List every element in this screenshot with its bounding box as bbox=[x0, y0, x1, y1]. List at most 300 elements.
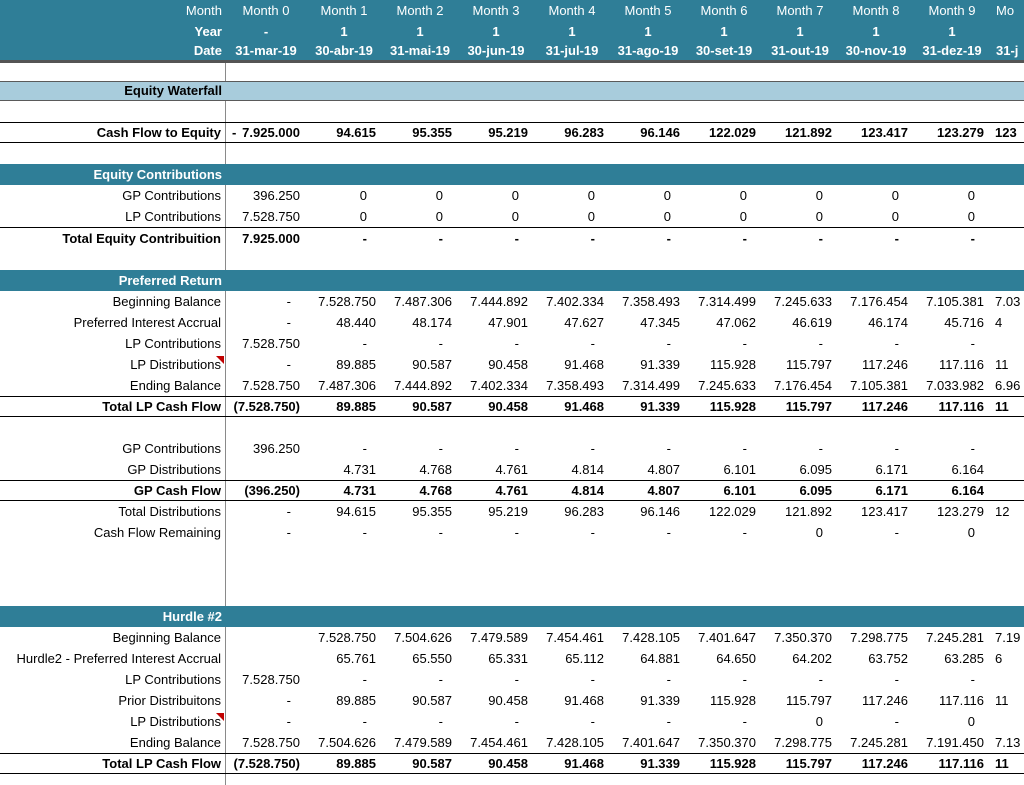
cell-gp-contributions-m10[interactable] bbox=[990, 438, 1024, 459]
cell-total-equity-contribuition-m7[interactable]: - bbox=[818, 231, 823, 246]
cell-beginning-balance-m10[interactable]: 7.03 bbox=[995, 294, 1021, 309]
cell-beginning-balance-m1[interactable]: 7.528.750 bbox=[318, 630, 376, 645]
cell-total-equity-contribuition-m8[interactable]: - bbox=[894, 231, 899, 246]
cell-lp-contributions-m1[interactable]: - bbox=[362, 336, 367, 351]
cell-total-lp-cash-flow-m8[interactable]: 117.246 bbox=[861, 756, 908, 771]
cell-ending-balance-m1[interactable]: 7.487.306 bbox=[318, 378, 376, 393]
cell-ending-balance-m3[interactable]: 7.402.334 bbox=[470, 378, 528, 393]
cell-gp-contributions-m6[interactable]: - bbox=[742, 441, 747, 456]
row-label-equity-contributions[interactable] bbox=[0, 164, 226, 185]
header-cell-date-8[interactable]: 30-nov-19 bbox=[845, 43, 907, 58]
cell-total-equity-contribuition-m6[interactable]: - bbox=[742, 231, 747, 246]
cell-total-equity-contribuition-m10[interactable] bbox=[990, 228, 1024, 249]
cell-cash-flow-remaining-m2[interactable]: - bbox=[438, 525, 443, 540]
cell-hurdle2-preferred-interest-accrual-m10[interactable]: 6 bbox=[995, 651, 1003, 666]
cell-prior-distribuitons-m8[interactable]: 117.246 bbox=[861, 693, 908, 708]
cell-hurdle2-preferred-interest-accrual-m7[interactable]: 64.202 bbox=[792, 651, 832, 666]
cell-prior-distribuitons-m7[interactable]: 115.797 bbox=[785, 693, 832, 708]
header-cell-date-0[interactable]: 31-mar-19 bbox=[235, 43, 297, 58]
cell-ending-balance-m7[interactable]: 7.298.775 bbox=[774, 735, 832, 750]
cell-gp-cash-flow-m4[interactable]: 4.814 bbox=[571, 483, 604, 498]
header-cell-year-10[interactable] bbox=[990, 21, 1024, 42]
cell-lp-distributions-m8[interactable]: 117.246 bbox=[861, 357, 908, 372]
cell-cash-flow-to-equity-m2[interactable]: 95.355 bbox=[412, 125, 452, 140]
cell-cash-flow-remaining-m3[interactable]: - bbox=[514, 525, 519, 540]
cell-lp-contributions-m7[interactable]: 0 bbox=[815, 209, 823, 224]
header-cell-month-0[interactable]: Month 0 bbox=[242, 3, 290, 18]
cell-lp-distributions-m6[interactable]: 115.928 bbox=[709, 357, 756, 372]
cell-beginning-balance-m2[interactable]: 7.504.626 bbox=[394, 630, 452, 645]
cell-total-lp-cash-flow-m4[interactable]: 91.468 bbox=[564, 756, 604, 771]
cell-preferred-interest-accrual-m2[interactable]: 48.174 bbox=[412, 315, 452, 330]
cell-cash-flow-remaining-m6[interactable]: - bbox=[742, 525, 747, 540]
cell-preferred-interest-accrual-m4[interactable]: 47.627 bbox=[564, 315, 604, 330]
cell-gp-contributions-m0[interactable]: 396.250 bbox=[253, 188, 300, 203]
cell-total-distributions-m8[interactable]: 123.417 bbox=[861, 504, 908, 519]
header-cell-date-4[interactable]: 31-jul-19 bbox=[545, 43, 599, 58]
header-cell-year-2[interactable]: 1 bbox=[416, 24, 424, 39]
cell-prior-distribuitons-m4[interactable]: 91.468 bbox=[564, 693, 604, 708]
cell-total-lp-cash-flow-m9[interactable]: 117.116 bbox=[938, 399, 984, 414]
cell-beginning-balance-m8[interactable]: 7.176.454 bbox=[850, 294, 908, 309]
cell-total-distributions-m0[interactable]: - bbox=[286, 504, 291, 519]
header-cell-year-4[interactable]: 1 bbox=[568, 24, 576, 39]
cell-ending-balance-m10[interactable]: 6.96 bbox=[995, 378, 1021, 393]
cell-gp-distributions-m3[interactable]: 4.761 bbox=[495, 462, 528, 477]
cell-total-lp-cash-flow-m1[interactable]: 89.885 bbox=[336, 399, 376, 414]
cell-preferred-interest-accrual-m7[interactable]: 46.619 bbox=[792, 315, 832, 330]
cell-cash-flow-remaining-m9[interactable]: 0 bbox=[967, 525, 975, 540]
cell-hurdle2-preferred-interest-accrual-m2[interactable]: 65.550 bbox=[412, 651, 452, 666]
cell-preferred-interest-accrual-m6[interactable]: 47.062 bbox=[716, 315, 756, 330]
cell-beginning-balance-m4[interactable]: 7.454.461 bbox=[546, 630, 604, 645]
cell-lp-distributions-m7[interactable]: 115.797 bbox=[785, 357, 832, 372]
row-label-lp-distributions[interactable] bbox=[0, 354, 226, 375]
cell-ending-balance-m9[interactable]: 7.191.450 bbox=[926, 735, 984, 750]
cell-total-lp-cash-flow-m0[interactable]: (7.528.750) bbox=[233, 756, 300, 771]
cell-lp-contributions-m7[interactable]: - bbox=[818, 336, 823, 351]
cell-total-lp-cash-flow-m5[interactable]: 91.339 bbox=[640, 399, 680, 414]
cell-ending-balance-m4[interactable]: 7.358.493 bbox=[546, 378, 604, 393]
cell-ending-balance-m10[interactable]: 7.13 bbox=[995, 735, 1021, 750]
row-label-hurdle2-preferred-interest-accrual[interactable] bbox=[0, 648, 226, 669]
cell-hurdle2-preferred-interest-accrual-m0[interactable] bbox=[226, 648, 306, 669]
cell-cash-flow-to-equity-m4[interactable]: 96.283 bbox=[564, 125, 604, 140]
cell-gp-cash-flow-m1[interactable]: 4.731 bbox=[343, 483, 376, 498]
header-cell-date-5[interactable]: 31-ago-19 bbox=[617, 43, 679, 58]
cell-lp-distributions-m3[interactable]: - bbox=[514, 714, 519, 729]
header-cell-year-8[interactable]: 1 bbox=[872, 24, 880, 39]
header-cell-month-1[interactable]: Month 1 bbox=[320, 3, 368, 18]
cell-ending-balance-m0[interactable]: 7.528.750 bbox=[242, 735, 300, 750]
cell-total-equity-contribuition-m0[interactable]: 7.925.000 bbox=[242, 231, 300, 246]
header-cell-year-0[interactable]: - bbox=[263, 24, 269, 39]
cell-lp-contributions-m5[interactable]: 0 bbox=[663, 209, 671, 224]
cell-prior-distribuitons-m2[interactable]: 90.587 bbox=[412, 693, 452, 708]
comment-indicator-icon[interactable] bbox=[216, 713, 224, 721]
cell-gp-cash-flow-m0[interactable]: (396.250) bbox=[244, 483, 300, 498]
cell-total-lp-cash-flow-m0[interactable]: (7.528.750) bbox=[233, 399, 300, 414]
cell-lp-contributions-m0[interactable]: 7.528.750 bbox=[242, 336, 300, 351]
cell-lp-contributions-m3[interactable]: 0 bbox=[511, 209, 519, 224]
cell-cash-flow-remaining-m8[interactable]: - bbox=[894, 525, 899, 540]
row-label-gp-cash-flow[interactable] bbox=[0, 481, 226, 500]
cell-lp-contributions-m6[interactable]: - bbox=[742, 336, 747, 351]
cell-total-lp-cash-flow-m9[interactable]: 117.116 bbox=[938, 756, 984, 771]
cell-total-lp-cash-flow-m5[interactable]: 91.339 bbox=[640, 756, 680, 771]
cell-gp-contributions-m10[interactable] bbox=[990, 185, 1024, 206]
cell-total-lp-cash-flow-m4[interactable]: 91.468 bbox=[564, 399, 604, 414]
cell-lp-distributions-m10[interactable] bbox=[990, 711, 1024, 732]
cell-lp-distributions-m8[interactable]: - bbox=[894, 714, 899, 729]
cell-gp-cash-flow-m3[interactable]: 4.761 bbox=[495, 483, 528, 498]
cell-hurdle2-preferred-interest-accrual-m1[interactable]: 65.761 bbox=[336, 651, 376, 666]
cell-cash-flow-to-equity-m6[interactable]: 122.029 bbox=[709, 125, 756, 140]
cell-gp-contributions-m2[interactable]: - bbox=[438, 441, 443, 456]
cell-total-lp-cash-flow-m3[interactable]: 90.458 bbox=[488, 756, 528, 771]
cell-ending-balance-m6[interactable]: 7.350.370 bbox=[698, 735, 756, 750]
cell-lp-contributions-m8[interactable]: 0 bbox=[891, 209, 899, 224]
cell-gp-cash-flow-m2[interactable]: 4.768 bbox=[419, 483, 452, 498]
header-cell-month-6[interactable]: Month 6 bbox=[700, 3, 748, 18]
cell-lp-contributions-m10[interactable] bbox=[990, 206, 1024, 227]
header-cell-date-7[interactable]: 31-out-19 bbox=[771, 43, 829, 58]
cell-total-distributions-m10[interactable]: 12 bbox=[995, 504, 1010, 519]
cell-total-lp-cash-flow-m2[interactable]: 90.587 bbox=[412, 756, 452, 771]
cell-beginning-balance-m0[interactable] bbox=[226, 627, 306, 648]
cell-gp-contributions-m8[interactable]: - bbox=[894, 441, 899, 456]
cell-gp-contributions-m6[interactable]: 0 bbox=[739, 188, 747, 203]
cell-total-lp-cash-flow-m8[interactable]: 117.246 bbox=[861, 399, 908, 414]
cell-cash-flow-remaining-m10[interactable] bbox=[990, 522, 1024, 543]
row-label-total-distributions[interactable] bbox=[0, 501, 226, 522]
cell-lp-distributions-m2[interactable]: - bbox=[438, 714, 443, 729]
cell-lp-contributions-m2[interactable]: - bbox=[438, 336, 443, 351]
cell-beginning-balance-m7[interactable]: 7.350.370 bbox=[774, 630, 832, 645]
cell-ending-balance-m6[interactable]: 7.245.633 bbox=[698, 378, 756, 393]
cell-cash-flow-to-equity-m1[interactable]: 94.615 bbox=[336, 125, 376, 140]
cell-cash-flow-remaining-m4[interactable]: - bbox=[590, 525, 595, 540]
cell-gp-cash-flow-m8[interactable]: 6.171 bbox=[875, 483, 908, 498]
header-cell-date-1[interactable]: 30-abr-19 bbox=[315, 43, 373, 58]
cell-cash-flow-to-equity-m7[interactable]: 121.892 bbox=[785, 125, 832, 140]
cell-cash-flow-remaining-m1[interactable]: - bbox=[362, 525, 367, 540]
cell-total-lp-cash-flow-m6[interactable]: 115.928 bbox=[709, 756, 756, 771]
cell-gp-distributions-m0[interactable] bbox=[226, 459, 306, 480]
row-label-hurdle-#2[interactable] bbox=[0, 606, 226, 627]
cell-preferred-interest-accrual-m1[interactable]: 48.440 bbox=[336, 315, 376, 330]
cell-lp-distributions-m0[interactable]: - bbox=[286, 357, 291, 372]
row-label-cash-flow-remaining[interactable] bbox=[0, 522, 226, 543]
header-cell-month-8[interactable]: Month 8 bbox=[852, 3, 900, 18]
row-label-cash-flow-to-equity[interactable] bbox=[0, 123, 226, 142]
cell-lp-distributions-m5[interactable]: 91.339 bbox=[640, 357, 680, 372]
cell-prior-distribuitons-m1[interactable]: 89.885 bbox=[336, 693, 376, 708]
cell-lp-contributions-m3[interactable]: - bbox=[514, 336, 519, 351]
cell-lp-distributions-m1[interactable]: 89.885 bbox=[336, 357, 376, 372]
cell-lp-distributions-m4[interactable]: 91.468 bbox=[564, 357, 604, 372]
cell-total-lp-cash-flow-m6[interactable]: 115.928 bbox=[709, 399, 756, 414]
cell-ending-balance-m7[interactable]: 7.176.454 bbox=[774, 378, 832, 393]
cell-total-distributions-m3[interactable]: 95.219 bbox=[488, 504, 528, 519]
cell-cash-flow-to-equity-m0[interactable] bbox=[226, 123, 306, 142]
cell-total-distributions-m5[interactable]: 96.146 bbox=[640, 504, 680, 519]
cell-gp-distributions-m8[interactable]: 6.171 bbox=[875, 462, 908, 477]
header-cell-month-9[interactable]: Month 9 bbox=[928, 3, 976, 18]
cell-total-distributions-m6[interactable]: 122.029 bbox=[709, 504, 756, 519]
cell-lp-contributions-m4[interactable]: 0 bbox=[587, 209, 595, 224]
row-label-gp-contributions[interactable] bbox=[0, 185, 226, 206]
cell-gp-contributions-m4[interactable]: - bbox=[590, 441, 595, 456]
row-label-lp-distributions[interactable] bbox=[0, 711, 226, 732]
cell-ending-balance-m5[interactable]: 7.314.499 bbox=[622, 378, 680, 393]
row-label-gp-distributions[interactable] bbox=[0, 459, 226, 480]
cell-total-distributions-m7[interactable]: 121.892 bbox=[785, 504, 832, 519]
cell-lp-distributions-m2[interactable]: 90.587 bbox=[412, 357, 452, 372]
row-label-beginning-balance[interactable] bbox=[0, 627, 226, 648]
cell-lp-distributions-m10[interactable]: 11 bbox=[995, 357, 1009, 372]
cell-gp-contributions-m8[interactable]: 0 bbox=[891, 188, 899, 203]
cell-ending-balance-m8[interactable]: 7.105.381 bbox=[850, 378, 908, 393]
header-cell-date-3[interactable]: 30-jun-19 bbox=[467, 43, 525, 58]
cell-beginning-balance-m0[interactable]: - bbox=[286, 294, 291, 309]
cell-hurdle2-preferred-interest-accrual-m4[interactable]: 65.112 bbox=[565, 651, 604, 666]
header-row-label-date[interactable] bbox=[0, 42, 226, 60]
cell-gp-distributions-m1[interactable]: 4.731 bbox=[343, 462, 376, 477]
cell-lp-contributions-m8[interactable]: - bbox=[894, 336, 899, 351]
header-cell-month-5[interactable]: Month 5 bbox=[624, 3, 672, 18]
cell-lp-distributions-m6[interactable]: - bbox=[742, 714, 747, 729]
header-cell-date-2[interactable]: 31-mai-19 bbox=[390, 43, 450, 58]
cell-total-lp-cash-flow-m7[interactable]: 115.797 bbox=[785, 756, 832, 771]
row-label-ending-balance[interactable] bbox=[0, 375, 226, 396]
header-row-label-month[interactable] bbox=[0, 0, 226, 21]
cell-gp-distributions-m9[interactable]: 6.164 bbox=[951, 462, 984, 477]
cell-gp-contributions-m7[interactable]: 0 bbox=[815, 188, 823, 203]
cell-gp-contributions-m9[interactable]: - bbox=[970, 441, 975, 456]
header-cell-year-9[interactable]: 1 bbox=[948, 24, 956, 39]
row-label-total-lp-cash-flow[interactable] bbox=[0, 397, 226, 416]
cell-lp-distributions-m9[interactable]: 0 bbox=[967, 714, 975, 729]
row-label-lp-contributions[interactable] bbox=[0, 333, 226, 354]
cell-lp-contributions-m1[interactable]: 0 bbox=[359, 209, 367, 224]
cell-cash-flow-to-equity-m3[interactable]: 95.219 bbox=[488, 125, 528, 140]
cell-total-distributions-m1[interactable]: 94.615 bbox=[336, 504, 376, 519]
cell-lp-distributions-m7[interactable]: 0 bbox=[815, 714, 823, 729]
cell-beginning-balance-m3[interactable]: 7.444.892 bbox=[470, 294, 528, 309]
cell-gp-contributions-m2[interactable]: 0 bbox=[435, 188, 443, 203]
cell-lp-distributions-m1[interactable]: - bbox=[362, 714, 367, 729]
row-label-total-equity-contribuition[interactable] bbox=[0, 228, 226, 249]
cell-cash-flow-to-equity-m8[interactable]: 123.417 bbox=[861, 125, 908, 140]
cell-ending-balance-m3[interactable]: 7.454.461 bbox=[470, 735, 528, 750]
cell-hurdle2-preferred-interest-accrual-m6[interactable]: 64.650 bbox=[716, 651, 756, 666]
cell-total-lp-cash-flow-m2[interactable]: 90.587 bbox=[412, 399, 452, 414]
cell-lp-contributions-m1[interactable]: - bbox=[362, 672, 367, 687]
cell-lp-contributions-m9[interactable]: - bbox=[970, 672, 975, 687]
cell-prior-distribuitons-m0[interactable]: - bbox=[286, 693, 291, 708]
cell-beginning-balance-m10[interactable]: 7.19 bbox=[995, 630, 1021, 645]
cell-gp-distributions-m6[interactable]: 6.101 bbox=[723, 462, 756, 477]
cell-gp-contributions-m1[interactable]: 0 bbox=[359, 188, 367, 203]
cell-total-equity-contribuition-m4[interactable]: - bbox=[590, 231, 595, 246]
cell-beginning-balance-m4[interactable]: 7.402.334 bbox=[546, 294, 604, 309]
cell-beginning-balance-m7[interactable]: 7.245.633 bbox=[774, 294, 832, 309]
cell-gp-contributions-m7[interactable]: - bbox=[818, 441, 823, 456]
cell-total-equity-contribuition-m3[interactable]: - bbox=[514, 231, 519, 246]
row-label-preferred-return[interactable] bbox=[0, 270, 226, 291]
header-cell-year-5[interactable]: 1 bbox=[644, 24, 652, 39]
cell-gp-contributions-m9[interactable]: 0 bbox=[967, 188, 975, 203]
cell-lp-contributions-m2[interactable]: - bbox=[438, 672, 443, 687]
header-cell-month-2[interactable]: Month 2 bbox=[396, 3, 444, 18]
cell-hurdle2-preferred-interest-accrual-m9[interactable]: 63.285 bbox=[944, 651, 984, 666]
cell-prior-distribuitons-m9[interactable]: 117.116 bbox=[938, 693, 984, 708]
cell-total-distributions-m9[interactable]: 123.279 bbox=[937, 504, 984, 519]
cell-prior-distribuitons-m6[interactable]: 115.928 bbox=[709, 693, 756, 708]
cell-lp-distributions-m0[interactable]: - bbox=[286, 714, 291, 729]
cell-gp-contributions-m3[interactable]: 0 bbox=[511, 188, 519, 203]
header-cell-year-7[interactable]: 1 bbox=[796, 24, 804, 39]
header-cell-month-4[interactable]: Month 4 bbox=[548, 3, 596, 18]
cell-beginning-balance-m5[interactable]: 7.428.105 bbox=[622, 630, 680, 645]
cell-ending-balance-m2[interactable]: 7.479.589 bbox=[394, 735, 452, 750]
cell-beginning-balance-m8[interactable]: 7.298.775 bbox=[850, 630, 908, 645]
cell-lp-distributions-m3[interactable]: 90.458 bbox=[488, 357, 528, 372]
header-row-label-year[interactable] bbox=[0, 21, 226, 42]
cell-cash-flow-remaining-m5[interactable]: - bbox=[666, 525, 671, 540]
cell-hurdle2-preferred-interest-accrual-m8[interactable]: 63.752 bbox=[868, 651, 908, 666]
cell-lp-contributions-m10[interactable] bbox=[990, 333, 1024, 354]
cell-total-lp-cash-flow-m10[interactable]: 11 bbox=[995, 756, 1009, 771]
cell-preferred-interest-accrual-m5[interactable]: 47.345 bbox=[640, 315, 680, 330]
cell-gp-cash-flow-m5[interactable]: 4.807 bbox=[647, 483, 680, 498]
cell-lp-contributions-m4[interactable]: - bbox=[590, 336, 595, 351]
header-cell-year-1[interactable]: 1 bbox=[340, 24, 348, 39]
cell-beginning-balance-m6[interactable]: 7.314.499 bbox=[698, 294, 756, 309]
cell-prior-distribuitons-m5[interactable]: 91.339 bbox=[640, 693, 680, 708]
row-label-total-lp-cash-flow[interactable] bbox=[0, 754, 226, 773]
row-label-lp-contributions[interactable] bbox=[0, 206, 226, 227]
cell-gp-distributions-m5[interactable]: 4.807 bbox=[647, 462, 680, 477]
cell-cash-flow-to-equity-m5[interactable]: 96.146 bbox=[640, 125, 680, 140]
cell-ending-balance-m8[interactable]: 7.245.281 bbox=[850, 735, 908, 750]
cell-lp-contributions-m0[interactable]: 7.528.750 bbox=[242, 209, 300, 224]
cell-preferred-interest-accrual-m8[interactable]: 46.174 bbox=[868, 315, 908, 330]
cell-total-equity-contribuition-m5[interactable]: - bbox=[666, 231, 671, 246]
cell-beginning-balance-m2[interactable]: 7.487.306 bbox=[394, 294, 452, 309]
cell-preferred-interest-accrual-m10[interactable]: 4 bbox=[995, 315, 1003, 330]
cell-total-distributions-m2[interactable]: 95.355 bbox=[412, 504, 452, 519]
cell-beginning-balance-m9[interactable]: 7.105.381 bbox=[926, 294, 984, 309]
cell-lp-contributions-m5[interactable]: - bbox=[666, 672, 671, 687]
cell-lp-contributions-m0[interactable]: 7.528.750 bbox=[242, 672, 300, 687]
cell-gp-cash-flow-m6[interactable]: 6.101 bbox=[723, 483, 756, 498]
cell-total-lp-cash-flow-m1[interactable]: 89.885 bbox=[336, 756, 376, 771]
cell-total-lp-cash-flow-m10[interactable]: 11 bbox=[995, 399, 1009, 414]
header-cell-date-6[interactable]: 30-set-19 bbox=[695, 43, 753, 58]
cell-prior-distribuitons-m10[interactable]: 11 bbox=[995, 693, 1009, 708]
cell-lp-distributions-m4[interactable]: - bbox=[590, 714, 595, 729]
header-cell-month-10[interactable]: Mo bbox=[996, 3, 1015, 18]
cell-preferred-interest-accrual-m9[interactable]: 45.716 bbox=[944, 315, 984, 330]
header-cell-month-7[interactable]: Month 7 bbox=[776, 3, 824, 18]
cell-beginning-balance-m1[interactable]: 7.528.750 bbox=[318, 294, 376, 309]
cell-lp-contributions-m8[interactable]: - bbox=[894, 672, 899, 687]
cell-total-equity-contribuition-m1[interactable]: - bbox=[362, 231, 367, 246]
header-cell-year-6[interactable]: 1 bbox=[720, 24, 728, 39]
cell-lp-contributions-m6[interactable]: 0 bbox=[739, 209, 747, 224]
cell-lp-contributions-m3[interactable]: - bbox=[514, 672, 519, 687]
cell-gp-contributions-m5[interactable]: - bbox=[666, 441, 671, 456]
cell-total-distributions-m4[interactable]: 96.283 bbox=[564, 504, 604, 519]
comment-indicator-icon[interactable] bbox=[216, 356, 224, 364]
cell-gp-contributions-m0[interactable]: 396.250 bbox=[253, 441, 300, 456]
cell-ending-balance-m1[interactable]: 7.504.626 bbox=[318, 735, 376, 750]
cell-total-equity-contribuition-m9[interactable]: - bbox=[970, 231, 975, 246]
cell-gp-contributions-m5[interactable]: 0 bbox=[663, 188, 671, 203]
cell-lp-contributions-m5[interactable]: - bbox=[666, 336, 671, 351]
cell-hurdle2-preferred-interest-accrual-m3[interactable]: 65.331 bbox=[488, 651, 528, 666]
header-cell-date-10[interactable]: 31-j bbox=[996, 43, 1019, 58]
cell-gp-contributions-m3[interactable]: - bbox=[514, 441, 519, 456]
cell-gp-cash-flow-m9[interactable]: 6.164 bbox=[951, 483, 984, 498]
header-cell-month-3[interactable]: Month 3 bbox=[472, 3, 520, 18]
row-label-beginning-balance[interactable] bbox=[0, 291, 226, 312]
cell-lp-contributions-m6[interactable]: - bbox=[742, 672, 747, 687]
row-label-lp-contributions[interactable] bbox=[0, 669, 226, 690]
cell-lp-contributions-m7[interactable]: - bbox=[818, 672, 823, 687]
cell-beginning-balance-m9[interactable]: 7.245.281 bbox=[926, 630, 984, 645]
cell-prior-distribuitons-m3[interactable]: 90.458 bbox=[488, 693, 528, 708]
cell-beginning-balance-m5[interactable]: 7.358.493 bbox=[622, 294, 680, 309]
row-label-gp-contributions[interactable] bbox=[0, 438, 226, 459]
cell-hurdle2-preferred-interest-accrual-m5[interactable]: 64.881 bbox=[640, 651, 680, 666]
cell-gp-cash-flow-m10[interactable] bbox=[990, 481, 1024, 500]
cell-beginning-balance-m3[interactable]: 7.479.589 bbox=[470, 630, 528, 645]
cell-total-lp-cash-flow-m3[interactable]: 90.458 bbox=[488, 399, 528, 414]
cell-cash-flow-remaining-m0[interactable]: - bbox=[286, 525, 291, 540]
cell-lp-distributions-m5[interactable]: - bbox=[666, 714, 671, 729]
cell-lp-distributions-m9[interactable]: 117.116 bbox=[938, 357, 984, 372]
cell-total-lp-cash-flow-m7[interactable]: 115.797 bbox=[785, 399, 832, 414]
cell-ending-balance-m9[interactable]: 7.033.982 bbox=[926, 378, 984, 393]
cell-lp-contributions-m4[interactable]: - bbox=[590, 672, 595, 687]
row-label-preferred-interest-accrual[interactable] bbox=[0, 312, 226, 333]
cell-lp-contributions-m10[interactable] bbox=[990, 669, 1024, 690]
cell-cash-flow-to-equity-m10[interactable]: 123 bbox=[995, 125, 1017, 140]
header-cell-year-3[interactable]: 1 bbox=[492, 24, 500, 39]
cell-gp-cash-flow-m7[interactable]: 6.095 bbox=[799, 483, 832, 498]
cell-ending-balance-m0[interactable]: 7.528.750 bbox=[242, 378, 300, 393]
cell-gp-contributions-m4[interactable]: 0 bbox=[587, 188, 595, 203]
cell-ending-balance-m4[interactable]: 7.428.105 bbox=[546, 735, 604, 750]
row-label-prior-distribuitons[interactable] bbox=[0, 690, 226, 711]
cell-preferred-interest-accrual-m0[interactable]: - bbox=[286, 315, 291, 330]
header-cell-date-9[interactable]: 31-dez-19 bbox=[922, 43, 982, 58]
cell-ending-balance-m2[interactable]: 7.444.892 bbox=[394, 378, 452, 393]
row-label-ending-balance[interactable] bbox=[0, 732, 226, 753]
cell-gp-distributions-m4[interactable]: 4.814 bbox=[571, 462, 604, 477]
cell-total-equity-contribuition-m2[interactable]: - bbox=[438, 231, 443, 246]
cell-lp-contributions-m2[interactable]: 0 bbox=[435, 209, 443, 224]
cell-gp-distributions-m7[interactable]: 6.095 bbox=[799, 462, 832, 477]
cell-gp-contributions-m1[interactable]: - bbox=[362, 441, 367, 456]
cell-cash-flow-remaining-m7[interactable]: 0 bbox=[815, 525, 823, 540]
cell-preferred-interest-accrual-m3[interactable]: 47.901 bbox=[488, 315, 528, 330]
cell-cash-flow-to-equity-m9[interactable]: 123.279 bbox=[937, 125, 984, 140]
cell-ending-balance-m5[interactable]: 7.401.647 bbox=[622, 735, 680, 750]
